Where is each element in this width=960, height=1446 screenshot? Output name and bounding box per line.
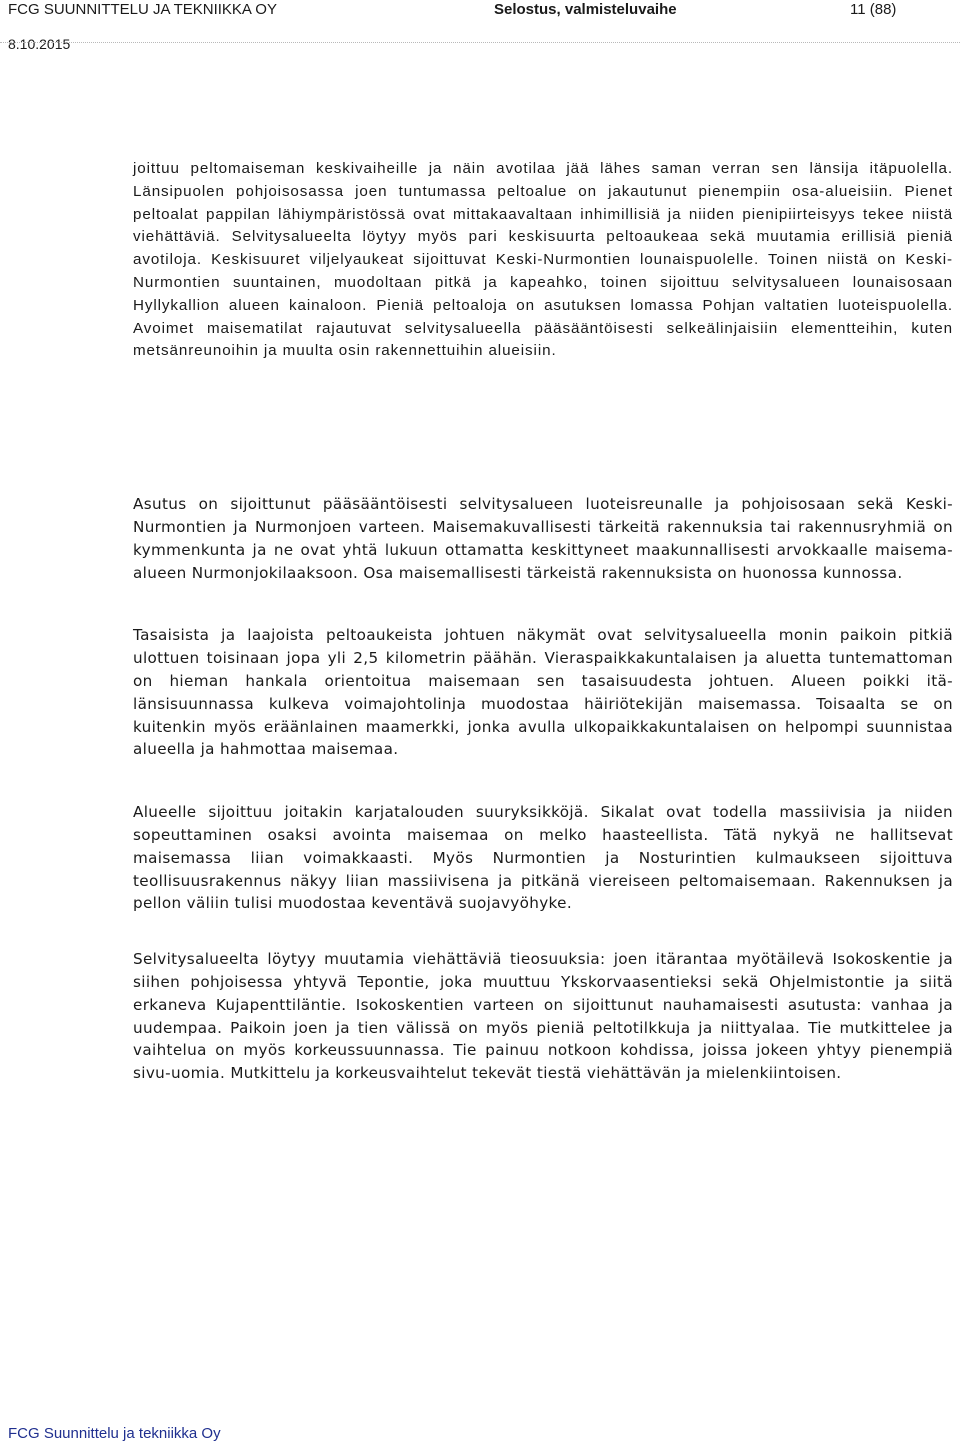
paragraph-livestock-units: Alueelle sijoittuu joitakin karjatalouden suuryksikköjä. Sikalat ovat todella massiivisia ja niiden sopeuttaminen osaksi avointa maisemaa on melko haasteellista. Tätä nykyä ne hallitsevat maisemassa liian voimakkaasti. Myös Nurmontien ja Nosturintien kulmaukseen sijoittuva teollisuusrakennus näkyy liian massiivisena ja pitkänä viereiseen peltomaisemaan. Rakennuksen ja pellon väliin tulisi muodostaa keventävä suojavyöhyke.: [133, 803, 953, 913]
header-date: 8.10.2015: [8, 36, 71, 52]
paragraph-views: Tasaisista ja laajoista peltoaukeista johtuen näkymät ovat selvitysalueella monin paikoin pitkiä ulottuen toisinaan jopa yli 2,5 kilometrin päähän. Vieraspaikkakuntalaisen ja aluetta tuntemattoman on hieman hankala orientoitua maisemaan sen tasaisuudesta johtuen. Alueen poikki itä-länsisuunnassa kulkeva voimajohtolinja muodostaa häiriötekijän maisemassa. Toisaalta se on kuitenkin myös eräänlainen maamerkki, jonka avulla ulkopaikkakuntalaisen on helpompi suunnistaa alueella ja hahmottaa maisemaa.: [133, 626, 953, 759]
page-footer: FCG Suunnittelu ja tekniikka Oy: [8, 1425, 221, 1442]
header-document-title: Selostus, valmisteluvaihe: [494, 1, 677, 18]
body-text: [133, 158, 953, 1085]
paragraph-road-sections: Selvitysalueelta löytyy muutamia viehättäviä tieosuuksia: joen itärantaa myötäilevä Isokoskentie ja siihen pohjoisessa yhtyvä Tepontie, joka muuttuu Ykskorvaasentieksi sekä Ohjelmistontie ja siitä erkaneva Kujapenttiläntie. Isokoskentien varteen on sijoittunut nauhamaisesti asutusta: vanhaa ja uudempaa. Paikoin joen ja tien välissä on myös pieniä peltotilkkuja ja niittyalaa. Tie mutkittelee ja vaihtelua on myös korkeussuunnassa. Tie painuu notkoon kohdissa, joissa jokeen yhtyy pienempiä sivu-uomia. Mutkittelu ja korkeusvaihtelut tekevät tiestä viehättävän ja mielenkiintoisen.: [133, 950, 953, 1083]
paragraph-landscape-openness: joittuu peltomaiseman keskivaiheille ja näin avotilaa jää lähes saman verran sen länsija itäpuolella. Länsipuolen pohjoisosassa joen tuntumassa peltoalue on jakautunut pienempiin osa-alueisiin. Pienet peltoalat pappilan lähiympäristössä ovat mittakaavaltaan inhimillisiä ja niiden pienipiirteisyys tekee niistä viehättäviä. Selvitysalueelta löytyy myös pari keskisuurta peltoaukeaa sekä muutamia erillisiä pieniä avotiloja. Keskisuuret viljelyaukeat sijoittuvat Keski-Nurmontien lounaispuolelle. Toinen niistä on Keski-Nurmontien suuntainen, muodoltaan pitkä ja kapeahko, toinen sijoittuu selvitysalueen lounaisosaan Hyllykallion alueen kainaloon. Pieniä peltoaloja on asutuksen lomassa Pohjan valtatien luoteispuolella. Avoimet maisematilat rajautuvat selvitysalueella pääsääntöisesti selkeälinjaisiin elementteihin, kuten metsänreunoihin ja muulta osin rakennettuihin alueisiin.: [133, 160, 953, 360]
paragraph-settlement: Asutus on sijoittunut pääsääntöisesti selvitysalueen luoteisreunalle ja pohjoisosaan sekä Keski-Nurmontien ja Nurmonjoen varteen. Maisemakuvallisesti tärkeitä rakennuksia tai rakennusryhmiä on kymmenkunta ja ne ovat yhtä lukuun ottamatta keskittyneet maakunnallisesti arvokkaalle maisema-alueen Nurmonjokilaaksoon. Osa maisemallisesti tärkeistä rakennuksista on huonossa kunnossa.: [133, 495, 953, 582]
header-page-number: 11 (88): [850, 1, 897, 18]
header-divider: [0, 42, 960, 43]
page-header: [0, 0, 960, 20]
header-company: FCG SUUNNITTELU JA TEKNIIKKA OY: [8, 1, 277, 18]
